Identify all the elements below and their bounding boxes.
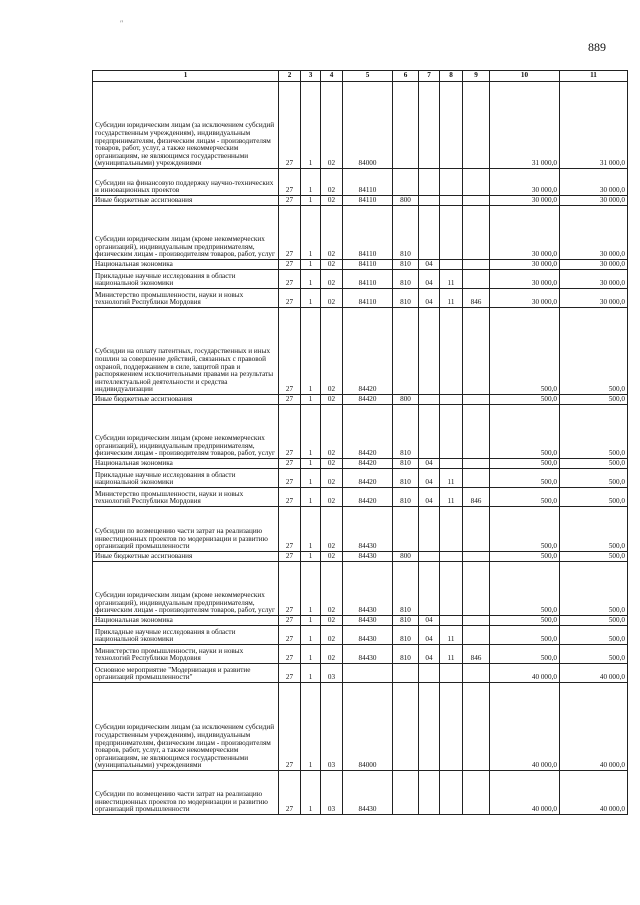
cell-c6: 810 — [393, 270, 419, 289]
cell-c11: 500,0 — [560, 562, 628, 616]
cell-c10: 500,0 — [490, 308, 560, 395]
cell-c7 — [419, 552, 440, 562]
cell-c7 — [419, 683, 440, 771]
row-description: Субсидии юридическим лицам (за исключением субсидий государственным учреждениям), индивидуальным предпринимателям, физическим лицам - производителям товаров, работ, услуг, а также некоммерческим организациям, не являющимся государственными (муниципальными) учреждениями — [93, 683, 279, 771]
row-description: Субсидии юридическим лицам (кроме некоммерческих организаций), индивидуальным предпринимателям, физическим лицам - производителям товаров, работ, услуг — [93, 206, 279, 260]
cell-c3: 1 — [301, 562, 321, 616]
cell-c7 — [419, 405, 440, 459]
cell-c4: 02 — [321, 196, 343, 206]
row-description: Министерство промышленности, науки и новых технологий Республики Мордовия — [93, 645, 279, 664]
cell-c5: 84430 — [343, 645, 393, 664]
row-description: Субсидии на оплату патентных, государственных и иных пошлин за совершение действий, связанных с правовой охраной, поддержанием в силе, защитой прав и распоряжением исключительными правами на результаты интеллектуальной деятельности и средства индивидуализации — [93, 308, 279, 395]
cell-c8 — [440, 395, 463, 405]
cell-c4: 02 — [321, 645, 343, 664]
cell-c5 — [343, 664, 393, 683]
cell-c5: 84000 — [343, 82, 393, 169]
cell-c4: 02 — [321, 507, 343, 552]
table-row — [93, 562, 628, 616]
cell-c8 — [440, 206, 463, 260]
header-cell: 6 — [393, 71, 419, 82]
cell-c6 — [393, 308, 419, 395]
cell-c5: 84110 — [343, 196, 393, 206]
cell-c8 — [440, 405, 463, 459]
cell-c4: 02 — [321, 552, 343, 562]
cell-c2: 27 — [279, 459, 301, 469]
cell-c5: 84430 — [343, 626, 393, 645]
cell-c2: 27 — [279, 308, 301, 395]
table-row — [93, 308, 628, 395]
cell-c10: 500,0 — [490, 562, 560, 616]
cell-c8 — [440, 459, 463, 469]
cell-c3: 1 — [301, 308, 321, 395]
cell-c10: 31 000,0 — [490, 82, 560, 169]
cell-c10: 30 000,0 — [490, 196, 560, 206]
cell-c8: 11 — [440, 645, 463, 664]
cell-c11: 31 000,0 — [560, 82, 628, 169]
row-description: Субсидии по возмещению части затрат на реализацию инвестиционных проектов по модернизации и развитию организаций промышленности — [93, 507, 279, 552]
cell-c6: 810 — [393, 289, 419, 308]
table-row — [93, 289, 628, 308]
cell-c6 — [393, 82, 419, 169]
row-description: Субсидии юридическим лицам (за исключением субсидий государственным учреждениям), индивидуальным предпринимателям, физическим лицам - производителям товаров, работ, услуг, а также некоммерческим организациям, не являющимся государственными (муниципальными) учреждениями — [93, 82, 279, 169]
cell-c4: 02 — [321, 626, 343, 645]
cell-c5: 84420 — [343, 488, 393, 507]
cell-c10: 40 000,0 — [490, 664, 560, 683]
cell-c7 — [419, 395, 440, 405]
row-description: Национальная экономика — [93, 616, 279, 626]
cell-c10: 30 000,0 — [490, 206, 560, 260]
table-row — [93, 270, 628, 289]
cell-c8 — [440, 664, 463, 683]
cell-c4: 02 — [321, 459, 343, 469]
cell-c5: 84430 — [343, 562, 393, 616]
table-row — [93, 664, 628, 683]
cell-c7: 04 — [419, 616, 440, 626]
cell-c5: 84430 — [343, 552, 393, 562]
table-row — [93, 260, 628, 270]
cell-c2: 27 — [279, 626, 301, 645]
cell-c9 — [463, 395, 490, 405]
cell-c5: 84110 — [343, 206, 393, 260]
cell-c8 — [440, 616, 463, 626]
scan-mark: ″ — [120, 19, 124, 28]
header-cell: 11 — [560, 71, 628, 82]
cell-c2: 27 — [279, 771, 301, 815]
cell-c8 — [440, 507, 463, 552]
page-number: 889 — [588, 40, 606, 54]
cell-c10: 30 000,0 — [490, 289, 560, 308]
cell-c9 — [463, 664, 490, 683]
cell-c2: 27 — [279, 552, 301, 562]
cell-c5: 84000 — [343, 683, 393, 771]
header-cell: 10 — [490, 71, 560, 82]
cell-c11: 500,0 — [560, 469, 628, 488]
header-cell: 1 — [93, 71, 279, 82]
table-row — [93, 552, 628, 562]
table-row — [93, 683, 628, 771]
cell-c8 — [440, 562, 463, 616]
cell-c4: 02 — [321, 616, 343, 626]
cell-c3: 1 — [301, 507, 321, 552]
row-description: Прикладные научные исследования в области национальной экономики — [93, 626, 279, 645]
cell-c7 — [419, 507, 440, 552]
cell-c3: 1 — [301, 196, 321, 206]
cell-c4: 02 — [321, 206, 343, 260]
cell-c10: 500,0 — [490, 616, 560, 626]
cell-c9 — [463, 206, 490, 260]
header-cell: 7 — [419, 71, 440, 82]
cell-c3: 1 — [301, 270, 321, 289]
cell-c2: 27 — [279, 82, 301, 169]
cell-c3: 1 — [301, 169, 321, 196]
cell-c3: 1 — [301, 683, 321, 771]
cell-c2: 27 — [279, 683, 301, 771]
cell-c4: 02 — [321, 469, 343, 488]
cell-c9 — [463, 507, 490, 552]
row-description: Иные бюджетные ассигнования — [93, 395, 279, 405]
cell-c10: 500,0 — [490, 405, 560, 459]
cell-c10: 500,0 — [490, 626, 560, 645]
cell-c9 — [463, 196, 490, 206]
cell-c2: 27 — [279, 206, 301, 260]
header-cell: 2 — [279, 71, 301, 82]
table-row — [93, 771, 628, 815]
cell-c9 — [463, 308, 490, 395]
cell-c2: 27 — [279, 645, 301, 664]
cell-c7: 04 — [419, 270, 440, 289]
cell-c9 — [463, 683, 490, 771]
budget-table — [92, 70, 628, 815]
cell-c6 — [393, 683, 419, 771]
cell-c7: 04 — [419, 289, 440, 308]
cell-c6 — [393, 507, 419, 552]
header-cell: 5 — [343, 71, 393, 82]
cell-c8: 11 — [440, 488, 463, 507]
cell-c6: 810 — [393, 616, 419, 626]
cell-c9 — [463, 405, 490, 459]
cell-c2: 27 — [279, 260, 301, 270]
cell-c2: 27 — [279, 488, 301, 507]
cell-c10: 500,0 — [490, 469, 560, 488]
table-row — [93, 626, 628, 645]
cell-c5: 84110 — [343, 260, 393, 270]
cell-c7: 04 — [419, 488, 440, 507]
row-description: Министерство промышленности, науки и новых технологий Республики Мордовия — [93, 289, 279, 308]
cell-c10: 500,0 — [490, 645, 560, 664]
cell-c7 — [419, 664, 440, 683]
cell-c9 — [463, 169, 490, 196]
cell-c3: 1 — [301, 405, 321, 459]
cell-c8 — [440, 683, 463, 771]
table-row — [93, 395, 628, 405]
cell-c5: 84420 — [343, 308, 393, 395]
cell-c4: 03 — [321, 771, 343, 815]
cell-c5: 84420 — [343, 395, 393, 405]
cell-c2: 27 — [279, 395, 301, 405]
cell-c4: 02 — [321, 169, 343, 196]
cell-c11: 500,0 — [560, 308, 628, 395]
header-row — [93, 71, 628, 82]
row-description: Субсидии юридическим лицам (кроме некоммерческих организаций), индивидуальным предпринимателям, физическим лицам - производителям товаров, работ, услуг — [93, 562, 279, 616]
cell-c5: 84430 — [343, 616, 393, 626]
cell-c3: 1 — [301, 488, 321, 507]
row-description: Министерство промышленности, науки и новых технологий Республики Мордовия — [93, 488, 279, 507]
cell-c9 — [463, 626, 490, 645]
cell-c9 — [463, 771, 490, 815]
cell-c3: 1 — [301, 552, 321, 562]
row-description: Субсидии на финансовую поддержку научно-технических и инновационных проектов — [93, 169, 279, 196]
cell-c11: 500,0 — [560, 405, 628, 459]
cell-c6 — [393, 771, 419, 815]
cell-c10: 500,0 — [490, 395, 560, 405]
table-row — [93, 507, 628, 552]
cell-c11: 500,0 — [560, 488, 628, 507]
row-description: Национальная экономика — [93, 459, 279, 469]
cell-c5: 84430 — [343, 771, 393, 815]
cell-c4: 02 — [321, 270, 343, 289]
cell-c10: 30 000,0 — [490, 169, 560, 196]
cell-c2: 27 — [279, 289, 301, 308]
row-description: Национальная экономика — [93, 260, 279, 270]
cell-c3: 1 — [301, 771, 321, 815]
cell-c10: 40 000,0 — [490, 771, 560, 815]
cell-c5: 84420 — [343, 469, 393, 488]
cell-c5: 84420 — [343, 405, 393, 459]
cell-c2: 27 — [279, 405, 301, 459]
cell-c3: 1 — [301, 645, 321, 664]
cell-c9 — [463, 260, 490, 270]
cell-c8: 11 — [440, 270, 463, 289]
cell-c11: 30 000,0 — [560, 260, 628, 270]
cell-c6: 810 — [393, 405, 419, 459]
row-description: Основное мероприятие "Модернизация и развитие организаций промышленности" — [93, 664, 279, 683]
cell-c9: 846 — [463, 488, 490, 507]
cell-c7 — [419, 562, 440, 616]
row-description: Субсидии по возмещению части затрат на реализацию инвестиционных проектов по модернизации и развитию организаций промышленности — [93, 771, 279, 815]
cell-c11: 30 000,0 — [560, 289, 628, 308]
row-description: Иные бюджетные ассигнования — [93, 196, 279, 206]
table-row — [93, 206, 628, 260]
cell-c5: 84110 — [343, 270, 393, 289]
cell-c5: 84110 — [343, 289, 393, 308]
cell-c8 — [440, 169, 463, 196]
table-row — [93, 82, 628, 169]
cell-c8: 11 — [440, 626, 463, 645]
cell-c9 — [463, 552, 490, 562]
cell-c5: 84430 — [343, 507, 393, 552]
cell-c2: 27 — [279, 616, 301, 626]
cell-c8 — [440, 308, 463, 395]
cell-c11: 500,0 — [560, 645, 628, 664]
cell-c6: 810 — [393, 469, 419, 488]
table-body — [93, 82, 628, 815]
row-description: Иные бюджетные ассигнования — [93, 552, 279, 562]
cell-c8 — [440, 552, 463, 562]
table-row — [93, 645, 628, 664]
table-row — [93, 616, 628, 626]
cell-c2: 27 — [279, 562, 301, 616]
cell-c2: 27 — [279, 270, 301, 289]
cell-c7: 04 — [419, 626, 440, 645]
cell-c6: 810 — [393, 626, 419, 645]
header-cell: 4 — [321, 71, 343, 82]
cell-c9 — [463, 616, 490, 626]
cell-c10: 40 000,0 — [490, 683, 560, 771]
cell-c3: 1 — [301, 616, 321, 626]
cell-c9: 846 — [463, 289, 490, 308]
cell-c11: 500,0 — [560, 616, 628, 626]
cell-c6: 810 — [393, 562, 419, 616]
cell-c4: 02 — [321, 488, 343, 507]
cell-c10: 500,0 — [490, 459, 560, 469]
cell-c7: 04 — [419, 645, 440, 664]
table-row — [93, 196, 628, 206]
cell-c6 — [393, 664, 419, 683]
cell-c9 — [463, 82, 490, 169]
cell-c7: 04 — [419, 459, 440, 469]
cell-c4: 02 — [321, 289, 343, 308]
cell-c6: 800 — [393, 395, 419, 405]
cell-c3: 1 — [301, 395, 321, 405]
cell-c5: 84110 — [343, 169, 393, 196]
cell-c7 — [419, 169, 440, 196]
cell-c6 — [393, 169, 419, 196]
row-description: Субсидии юридическим лицам (кроме некоммерческих организаций), индивидуальным предпринимателям, физическим лицам - производителям товаров, работ, услуг — [93, 405, 279, 459]
table-row — [93, 169, 628, 196]
cell-c6: 810 — [393, 488, 419, 507]
cell-c6: 800 — [393, 552, 419, 562]
cell-c9 — [463, 459, 490, 469]
table-row — [93, 459, 628, 469]
cell-c11: 500,0 — [560, 395, 628, 405]
cell-c6: 810 — [393, 645, 419, 664]
cell-c11: 500,0 — [560, 459, 628, 469]
cell-c4: 02 — [321, 405, 343, 459]
table-row — [93, 488, 628, 507]
cell-c2: 27 — [279, 169, 301, 196]
cell-c8: 11 — [440, 469, 463, 488]
cell-c11: 40 000,0 — [560, 771, 628, 815]
cell-c9 — [463, 562, 490, 616]
cell-c8 — [440, 260, 463, 270]
cell-c11: 500,0 — [560, 552, 628, 562]
cell-c11: 30 000,0 — [560, 270, 628, 289]
cell-c10: 500,0 — [490, 552, 560, 562]
cell-c10: 500,0 — [490, 507, 560, 552]
cell-c4: 03 — [321, 664, 343, 683]
cell-c8 — [440, 82, 463, 169]
cell-c11: 40 000,0 — [560, 664, 628, 683]
cell-c4: 02 — [321, 260, 343, 270]
cell-c4: 02 — [321, 308, 343, 395]
cell-c7 — [419, 206, 440, 260]
cell-c7 — [419, 82, 440, 169]
header-cell: 3 — [301, 71, 321, 82]
cell-c6: 810 — [393, 260, 419, 270]
cell-c3: 1 — [301, 664, 321, 683]
cell-c3: 1 — [301, 626, 321, 645]
cell-c3: 1 — [301, 289, 321, 308]
cell-c9 — [463, 270, 490, 289]
cell-c2: 27 — [279, 196, 301, 206]
cell-c4: 02 — [321, 82, 343, 169]
header-cell: 9 — [463, 71, 490, 82]
cell-c7 — [419, 771, 440, 815]
cell-c8 — [440, 771, 463, 815]
cell-c3: 1 — [301, 206, 321, 260]
cell-c2: 27 — [279, 469, 301, 488]
cell-c11: 500,0 — [560, 507, 628, 552]
cell-c3: 1 — [301, 82, 321, 169]
cell-c2: 27 — [279, 507, 301, 552]
cell-c10: 500,0 — [490, 488, 560, 507]
cell-c11: 30 000,0 — [560, 196, 628, 206]
cell-c10: 30 000,0 — [490, 270, 560, 289]
row-description: Прикладные научные исследования в области национальной экономики — [93, 270, 279, 289]
cell-c4: 02 — [321, 562, 343, 616]
cell-c7 — [419, 308, 440, 395]
header-cell: 8 — [440, 71, 463, 82]
cell-c3: 1 — [301, 459, 321, 469]
table-row — [93, 405, 628, 459]
cell-c11: 40 000,0 — [560, 683, 628, 771]
cell-c11: 30 000,0 — [560, 206, 628, 260]
cell-c2: 27 — [279, 664, 301, 683]
cell-c7: 04 — [419, 469, 440, 488]
cell-c8 — [440, 196, 463, 206]
cell-c5: 84420 — [343, 459, 393, 469]
cell-c4: 03 — [321, 683, 343, 771]
cell-c6: 810 — [393, 206, 419, 260]
cell-c7: 04 — [419, 260, 440, 270]
cell-c9: 846 — [463, 645, 490, 664]
cell-c6: 800 — [393, 196, 419, 206]
cell-c9 — [463, 469, 490, 488]
cell-c11: 500,0 — [560, 626, 628, 645]
cell-c6: 810 — [393, 459, 419, 469]
cell-c11: 30 000,0 — [560, 169, 628, 196]
table-row — [93, 469, 628, 488]
cell-c7 — [419, 196, 440, 206]
cell-c8: 11 — [440, 289, 463, 308]
cell-c3: 1 — [301, 260, 321, 270]
cell-c10: 30 000,0 — [490, 260, 560, 270]
cell-c4: 02 — [321, 395, 343, 405]
cell-c3: 1 — [301, 469, 321, 488]
row-description: Прикладные научные исследования в области национальной экономики — [93, 469, 279, 488]
